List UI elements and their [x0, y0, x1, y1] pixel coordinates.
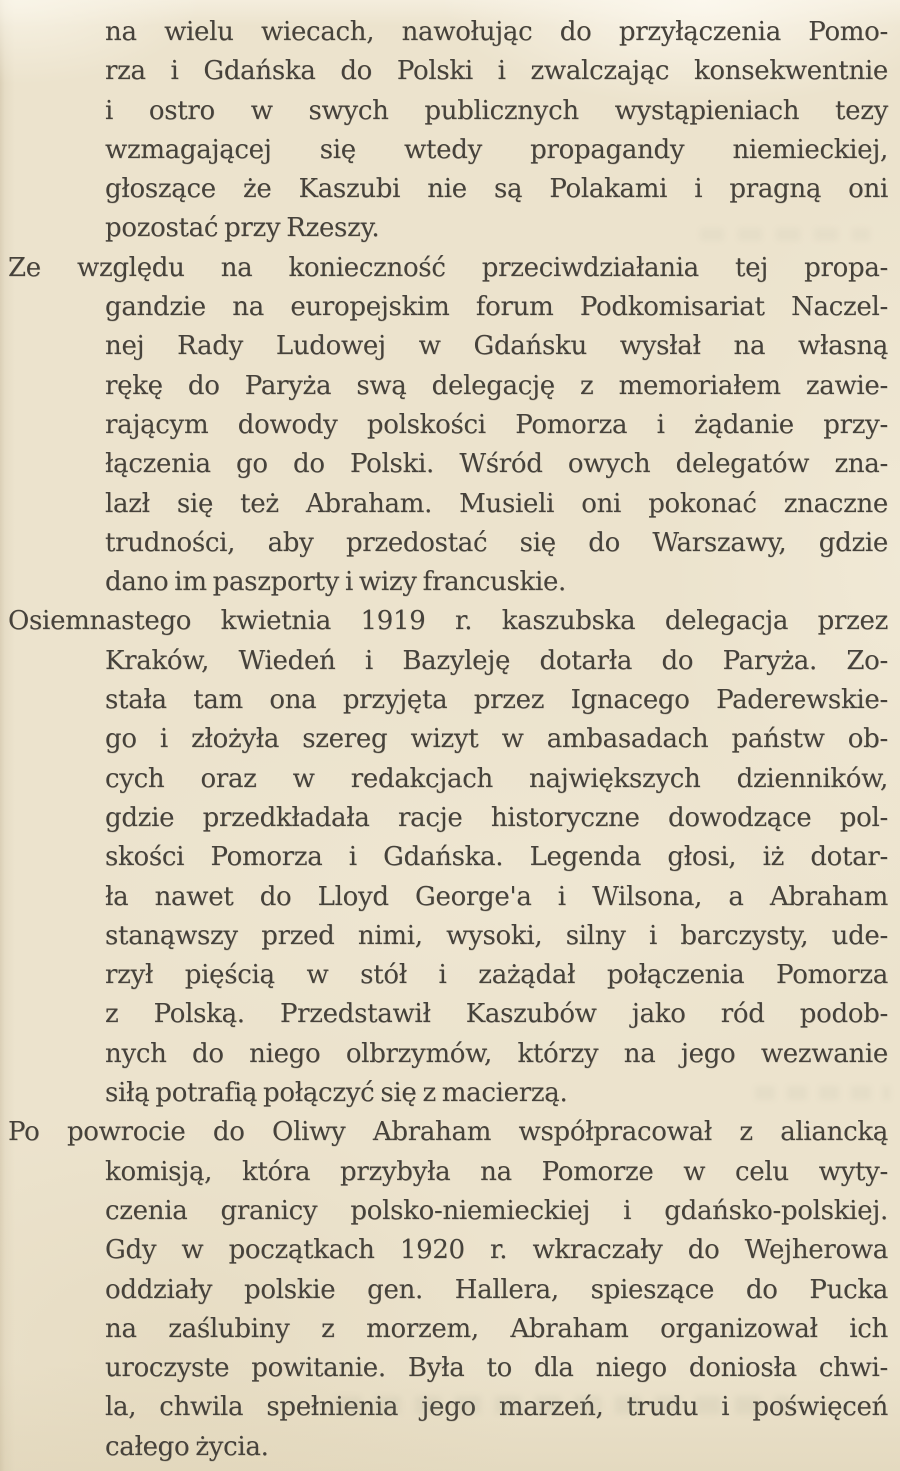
text-line: stała tam ona przyjęta przez Ignacego Paderewskie- — [105, 685, 888, 716]
text-line: łączenia go do Polski. Wśród owych delegatów zna- — [105, 449, 888, 480]
text-line: z Polską. Przedstawił Kaszubów jako ród podob- — [105, 999, 888, 1030]
text-line: całego życia. — [105, 1431, 269, 1462]
paragraph — [8, 1113, 888, 1467]
paragraph — [8, 602, 888, 1113]
text-line: trudności, aby przedostać się do Warszawy, gdzie — [105, 527, 888, 558]
page-text — [8, 13, 888, 1467]
text-line: pozostać przy Rzeszy. — [105, 213, 380, 244]
text-line: nej Rady Ludowej w Gdańsku wysłał na własną — [105, 331, 888, 362]
text-line: rzył pięścią w stół i zażądał połączenia Pomorza — [105, 960, 888, 991]
text-line: na wielu wiecach, nawołując do przyłączenia Pomo- — [105, 17, 888, 47]
text-line: cych oraz w redakcjach największych dzienników, — [105, 763, 888, 794]
text-line: rza i Gdańska do Polski i zwalczając konsekwentnie — [105, 56, 888, 87]
text-line: czenia granicy polsko-niemieckiej i gdańsko-polskiej. — [105, 1195, 888, 1226]
text-line: wzmagającej się wtedy propagandy niemieckiej, — [105, 134, 888, 165]
text-line: na zaślubiny z morzem, Abraham organizował ich — [105, 1313, 888, 1344]
text-line: głoszące że Kaszubi nie są Polakami i pragną oni — [105, 174, 888, 205]
text-line: rękę do Paryża swą delegację z memoriałem zawie- — [105, 370, 888, 401]
text-line: rającym dowody polskości Pomorza i żądanie przy- — [105, 409, 888, 440]
paragraph — [8, 249, 888, 603]
text-line: nych do niego olbrzymów, którzy na jego wezwanie — [105, 1038, 888, 1069]
text-line: dano im paszporty i wizy francuskie. — [105, 567, 567, 598]
text-line: ła nawet do Lloyd George'a i Wilsona, a Abraham — [105, 881, 888, 912]
text-line: Ze względu na konieczność przeciwdziałania tej propa- — [8, 252, 888, 283]
text-line: oddziały polskie gen. Hallera, spieszące do Pucka — [105, 1274, 888, 1305]
text-line: Osiemnastego kwietnia 1919 r. kaszubska delegacja przez — [8, 606, 888, 637]
paragraph — [8, 13, 888, 249]
text-line: lazł się też Abraham. Musieli oni pokonać znaczne — [105, 488, 888, 519]
text-line: siłą potrafią połączyć się z macierzą. — [105, 1078, 568, 1109]
text-line: Gdy w początkach 1920 r. wkraczały do Wejherowa — [105, 1235, 888, 1266]
text-line: stanąwszy przed nimi, wysoki, silny i barczysty, ude- — [105, 920, 888, 951]
text-line: go i złożyła szereg wizyt w ambasadach państw ob- — [105, 724, 888, 755]
text-line: Po powrocie do Oliwy Abraham współpracował z aliancką — [8, 1117, 888, 1148]
text-line: la, chwila spełnienia jego marzeń, trudu i poświęceń — [105, 1392, 888, 1423]
text-line: komisją, która przybyła na Pomorze w celu wyty- — [105, 1156, 888, 1187]
text-line: gandzie na europejskim forum Podkomisariat Naczel- — [105, 292, 888, 323]
text-line: gdzie przedkładała racje historyczne dowodzące pol- — [105, 802, 888, 833]
text-line: skości Pomorza i Gdańska. Legenda głosi, iż dotar- — [105, 842, 888, 873]
text-line: uroczyste powitanie. Była to dla niego doniosła chwi- — [105, 1353, 888, 1384]
text-line: i ostro w swych publicznych wystąpieniach tezy — [105, 95, 888, 126]
text-line: Kraków, Wiedeń i Bazyleję dotarła do Paryża. Zo- — [105, 645, 888, 676]
